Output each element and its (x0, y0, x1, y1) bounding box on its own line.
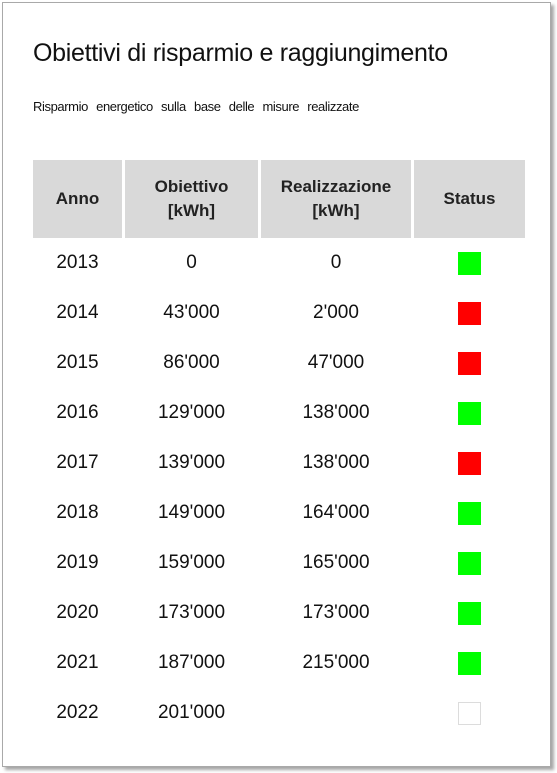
table-header-row (33, 160, 525, 238)
cell-anno: 2016 (56, 402, 99, 423)
header-obiettivo (125, 160, 258, 238)
cell-obiettivo: 159'000 (157, 552, 226, 573)
cell-status (414, 588, 525, 638)
cell-realizzazione: 138'000 (302, 452, 370, 473)
page-subtitle: Risparmio energetico sulla base delle misure realizzate (33, 99, 359, 114)
cell-anno: 2013 (56, 252, 99, 273)
cell-status (414, 238, 525, 288)
savings-table (30, 160, 528, 738)
cell-status (414, 488, 525, 538)
table-row (33, 438, 525, 488)
cell-status (414, 438, 525, 488)
cell-anno: 2020 (56, 602, 99, 623)
cell-obiettivo: 129'000 (157, 402, 226, 423)
cell-status (414, 688, 525, 738)
header-obiettivo-unit: [kWh] (167, 201, 216, 220)
table-body (33, 238, 525, 738)
status-indicator-ok (458, 602, 481, 625)
status-indicator-ok (458, 502, 481, 525)
status-indicator-ko (458, 302, 481, 325)
status-indicator-ko (458, 352, 481, 375)
document-frame (2, 2, 551, 767)
header-realizzazione-unit: [kWh] (312, 201, 360, 220)
cell-status (414, 638, 525, 688)
cell-anno: 2014 (56, 302, 99, 323)
cell-realizzazione: 165'000 (302, 552, 370, 573)
cell-obiettivo: 173'000 (157, 602, 226, 623)
status-indicator-ok (458, 652, 481, 675)
header-status-label: Status (443, 189, 496, 208)
cell-anno: 2022 (56, 702, 99, 723)
cell-obiettivo: 139'000 (157, 452, 226, 473)
status-indicator-ok (458, 252, 481, 275)
table-row (33, 288, 525, 338)
cell-realizzazione: 138'000 (302, 402, 370, 423)
cell-obiettivo: 201'000 (157, 702, 226, 723)
table-row (33, 688, 525, 738)
table-row (33, 588, 525, 638)
table-row (33, 238, 525, 288)
status-indicator-ok (458, 552, 481, 575)
header-anno-label: Anno (55, 189, 100, 208)
header-realizzazione (261, 160, 411, 238)
cell-obiettivo: 187'000 (157, 652, 226, 673)
table-row (33, 338, 525, 388)
header-obiettivo-label: Obiettivo (154, 177, 229, 196)
page-title: Obiettivi di risparmio e raggiungimento (33, 39, 448, 67)
cell-realizzazione: 2'000 (313, 302, 359, 323)
cell-anno: 2018 (56, 502, 99, 523)
cell-anno: 2019 (56, 552, 99, 573)
cell-realizzazione: 215'000 (302, 652, 370, 673)
cell-obiettivo: 86'000 (163, 352, 220, 373)
header-anno (33, 160, 122, 238)
cell-status (414, 338, 525, 388)
cell-status (414, 538, 525, 588)
cell-realizzazione: 173'000 (302, 602, 370, 623)
cell-obiettivo: 149'000 (157, 502, 226, 523)
header-realizzazione-label: Realizzazione (280, 177, 392, 196)
cell-realizzazione: 47'000 (307, 352, 365, 373)
status-indicator-ko (458, 452, 481, 475)
status-indicator-empty (458, 702, 481, 725)
table-row (33, 538, 525, 588)
cell-realizzazione: 0 (330, 252, 342, 273)
status-indicator-ok (458, 402, 481, 425)
cell-realizzazione (261, 688, 411, 738)
cell-obiettivo: 43'000 (163, 302, 220, 323)
cell-status (414, 288, 525, 338)
table-row (33, 388, 525, 438)
cell-realizzazione: 164'000 (302, 502, 370, 523)
cell-status (414, 388, 525, 438)
cell-anno: 2015 (56, 352, 99, 373)
cell-anno: 2017 (56, 452, 99, 473)
table-row (33, 488, 525, 538)
cell-obiettivo: 0 (186, 252, 197, 273)
cell-anno: 2021 (56, 652, 99, 673)
table-row (33, 638, 525, 688)
header-status (414, 160, 525, 238)
